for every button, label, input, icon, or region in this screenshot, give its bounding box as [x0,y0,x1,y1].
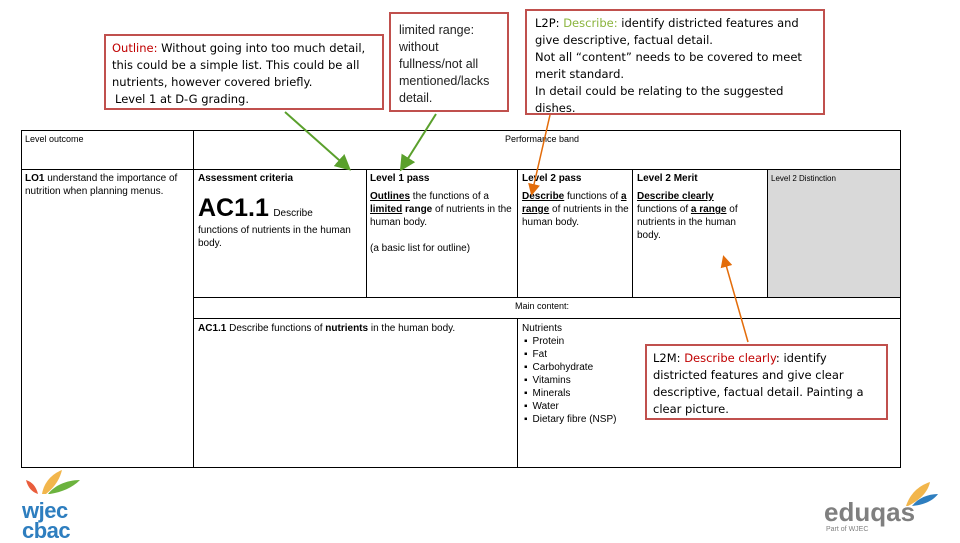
arrow-l2p [532,115,550,193]
limited-text: limited range: without fullness/not all mentioned/lacks detail. [399,23,490,105]
eduqas-logo [820,478,940,536]
l1-text1: the functions of a [410,191,489,202]
eduqas-sub: Part of WJEC [826,526,869,533]
l1-note: (a basic list for outline) [370,243,471,254]
list-item: ▪ Protein [536,335,642,348]
list-item: ▪ Dietary fibre (NSP) [536,413,642,426]
mc-ac: AC1.1 [198,323,227,334]
ac-describe: Describe [273,208,313,219]
l2p-prefix: L2P: [535,16,564,30]
l2m-text2: of nutrients in the human body. [637,204,738,241]
level2-merit-header: Level 2 Merit [637,173,698,184]
l2p-line3: In detail could be relating to the suggested dishes. [535,84,784,115]
l2m-text: : identify districted features and give clear descriptive, factual detail. Painting a clear picture. [653,351,864,416]
arrow-limited [402,114,436,168]
ac-rest: functions of nutrients in the human body. [198,225,351,249]
level2-distinction-header: Level 2 Distinction [771,174,836,183]
assessment-criteria-header: Assessment criteria [198,173,294,184]
list-item: ▪ Minerals [536,387,642,400]
l2m-range: a range [690,204,727,215]
arrow-l2m [724,258,748,342]
l2m-prefix: L2M: [653,351,685,365]
lo1-text: understand the importance of nutrition when planning menus. [25,173,178,197]
mc-nutrients: nutrients [325,323,369,334]
l2p-line2: Not all “content” needs to be covered to meet merit standard. [535,50,802,81]
l2p-text2: of nutrients in the human body. [522,204,629,228]
level1-pass-header: Level 1 pass [370,173,430,184]
l1-range: range [402,204,433,215]
wjec-text: wjec [22,498,68,523]
list-item: ▪ Water [536,400,642,413]
l1-outlines: Outlines [370,191,411,202]
wjec-cbac-logo [22,468,92,543]
outline-text: Without going into too much detail, this could be a simple list. This could be all nutrients, however covered briefly. [112,41,366,89]
ac-code: AC1.1 [198,194,269,222]
l2p-range: a range [522,191,627,215]
performance-band-header: Performance band [505,134,580,144]
l2m-text1: functions of [637,204,691,215]
l2m-describe: Describe clearly [637,191,714,202]
level-outcome-header: Level outcome [25,134,84,144]
nutrients-title: Nutrients [522,323,563,334]
l2p-describe: Describe [522,191,565,202]
main-content-header: Main content: [515,301,570,311]
level2-pass-header: Level 2 pass [522,173,582,184]
l1-text2: of nutrients in the human body. [370,204,512,228]
wjec-leaf-icon [22,468,92,496]
l2p-text: identify districted features and give descriptive, factual detail. [535,16,799,47]
eduqas-text: eduqas [824,497,916,527]
list-item: ▪ Carbohydrate [536,361,642,374]
mc-text1: Describe functions of [226,323,326,334]
mc-text2: in the human body. [368,323,456,334]
l2m-keyword: Describe clearly [684,351,776,365]
outline-heading: Outline: [112,41,158,55]
l2p-keyword: Describe: [563,16,618,30]
list-item: ▪ Fat [536,348,642,361]
l1-limited: limited [370,204,403,215]
list-item: ▪ Vitamins [536,374,642,387]
outline-grading: Level 1 at D-G grading. [115,92,250,106]
cbac-text: cbac [22,518,71,543]
l2p-text1: functions of [564,191,621,202]
lo1-label: LO1 [25,173,45,184]
arrow-outline [285,112,348,168]
